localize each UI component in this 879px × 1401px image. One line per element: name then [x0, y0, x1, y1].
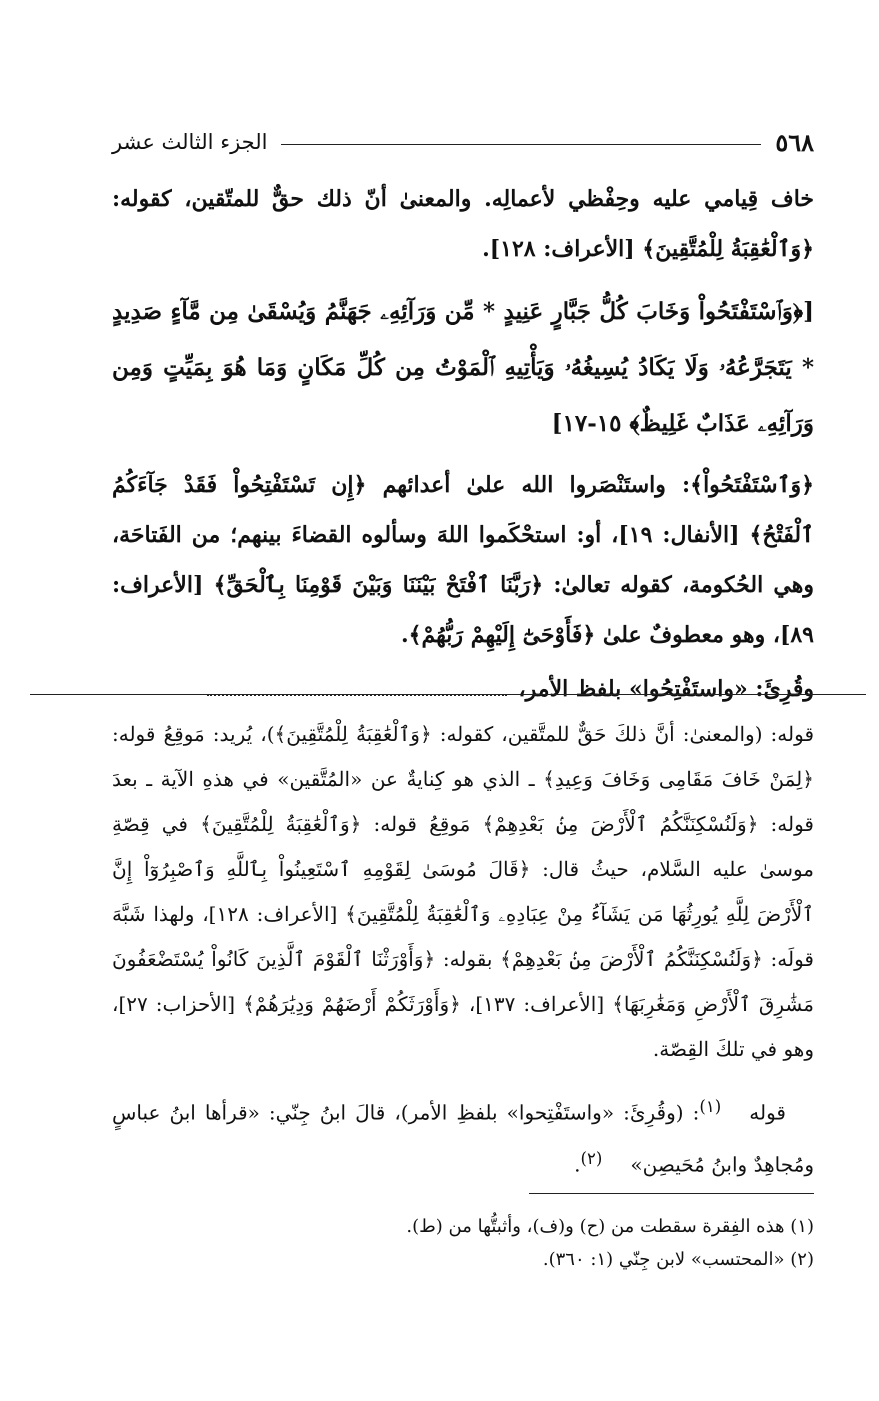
running-title: الجزء الثالث عشر: [112, 130, 268, 154]
commentary-lead: قوله: [749, 1100, 786, 1125]
page-header: [112, 120, 814, 164]
page-number: ٥٦٨: [775, 127, 814, 157]
main-paragraph-2: ﴿وَٱسْتَفْتَحُواْ﴾: واستَنْصَروا الله علىٰ أعدائهم ﴿إِن تَسْتَفْتِحُواْ فَقَدْ جَآءَكُمُ ٱلْفَتْحُ﴾ [الأنفال: ١٩]، أو: استحْكَموا اللهَ وسألوه القضاءَ بينهم؛ من الفَتاحَة، وهي الحُكومة، كقوله تعالىٰ: ﴿رَبَّنَا ٱفْتَحْ بَيْنَنَا وَبَيْنَ قَوْمِنَا بِٱلْحَقِّ﴾ [الأعراف: ٨٩]، وهو معطوفٌ علىٰ ﴿فَأَوْحَىٰٓ إِلَيْهِمْ رَبُّهُمْ﴾.: [112, 472, 814, 648]
main-text: [112, 174, 814, 714]
commentary-paragraph-1: قوله: (والمعنىٰ: أنَّ ذلكَ حَقٌّ للمتَّقين، كقوله: ﴿وَٱلْعَٰقِبَةُ لِلْمُتَّقِينَ﴾)، يُريد: مَوقِعُ قوله: ﴿لِمَنْ خَافَ مَقَامِى وَخَافَ وَعِيدِ﴾ ـ الذي هو كِنايةٌ عن «المُتَّقين» في هذهِ الآية ـ بعدَ قوله: ﴿وَلَنُسْكِنَنَّكُمُ ٱلْأَرْضَ مِنۢ بَعْدِهِمْ﴾ مَوقِعُ قوله: ﴿وَٱلْعَٰقِبَةُ لِلْمُتَّقِينَ﴾ في قِصّةِ موسىٰ عليه السَّلام، حيثُ قال: ﴿قَالَ مُوسَىٰ لِقَوْمِهِ ٱسْتَعِينُواْ بِٱللَّهِ وَٱصْبِرُوٓاْ إِنَّ ٱلْأَرْضَ لِلَّهِ يُورِثُهَا مَن يَشَآءُ مِنْ عِبَادِهِۦ وَٱلْعَٰقِبَةُ لِلْمُتَّقِينَ﴾ [الأعراف: ١٢٨]، ولهذا شَبَّهَ قولَه: ﴿وَلَنُسْكِنَنَّكُمُ ٱلْأَرْضَ مِنۢ بَعْدِهِمْ﴾ بقوله: ﴿وَأَوْرَثْنَا ٱلْقَوْمَ ٱلَّذِينَ كَانُواْ يُسْتَضْعَفُونَ مَشَٰرِقَ ٱلْأَرْضِ وَمَغَٰرِبَهَا﴾ [الأعراف: ١٣٧]، ﴿وَأَوْرَثَكُمْ أَرْضَهُمْ وَدِيَٰرَهُمْ﴾ [الأحزاب: ٢٧]، وهو في تلكَ القِصّة.: [112, 722, 815, 1061]
commentary-section: [112, 712, 814, 1187]
footnote-2: (٢) «المحتسب» لابن جِنّي (١: ٣٦٠).: [542, 1249, 814, 1270]
commentary-body: : (وقُرِئَ: «واستَفْتِحوا» بلفظِ الأمر)، قالَ ابنُ جِنّي: «قرأها ابنُ عباسٍ ومُجاهِدٌ وابنُ مُحَيصِن»: [112, 1100, 814, 1177]
footnotes: [112, 1210, 814, 1276]
footnote-ref-1: (١): [699, 1097, 722, 1116]
quran-verse-block: [﴿وَٱسْتَفْتَحُواْ وَخَابَ كُلُّ جَبَّارٍ عَنِيدٍ * مِّن وَرَآئِهِۦ جَهَنَّمُ وَيُسْقَىٰ مِن مَّآءٍ صَدِيدٍ * يَتَجَرَّعُهُۥ وَلَا يَكَادُ يُسِيغُهُۥ وَيَأْتِيهِ ٱلْمَوْتُ مِن كُلِّ مَكَانٍ وَمَا هُوَ بِمَيِّتٍ وَمِن وَرَآئِهِۦ عَذَابٌ غَلِيظٌ﴾ ١٥-١٧]: [112, 298, 814, 437]
book-page: [112, 120, 815, 1270]
commentary-paragraph-2: [112, 1084, 814, 1187]
reading-variant-text: وقُرِئَ: «واستَفْتِحُوا» بلفظ الأمر،: [518, 676, 814, 702]
header-rule: [281, 144, 761, 145]
footnote-1: (١) هذه الفِقرة سقطت من (ح) و(ف)، وأثبتُّها من (ط).: [406, 1216, 814, 1237]
footnote-ref-2: (٢): [580, 1148, 603, 1168]
commentary-end: .: [574, 1152, 581, 1177]
section-divider: [30, 694, 866, 695]
main-paragraph-1: خاف قِيامي عليه وحِفْظي لأعمالِه. والمعنىٰ أنّ ذلك حقٌّ للمتّقين، كقوله: ﴿وَٱلْعَٰقِبَةُ لِلْمُتَّقِينَ﴾ [الأعراف: ١٢٨].: [112, 186, 814, 262]
footnote-rule: [529, 1193, 814, 1194]
main-paragraph-3: [112, 664, 814, 714]
